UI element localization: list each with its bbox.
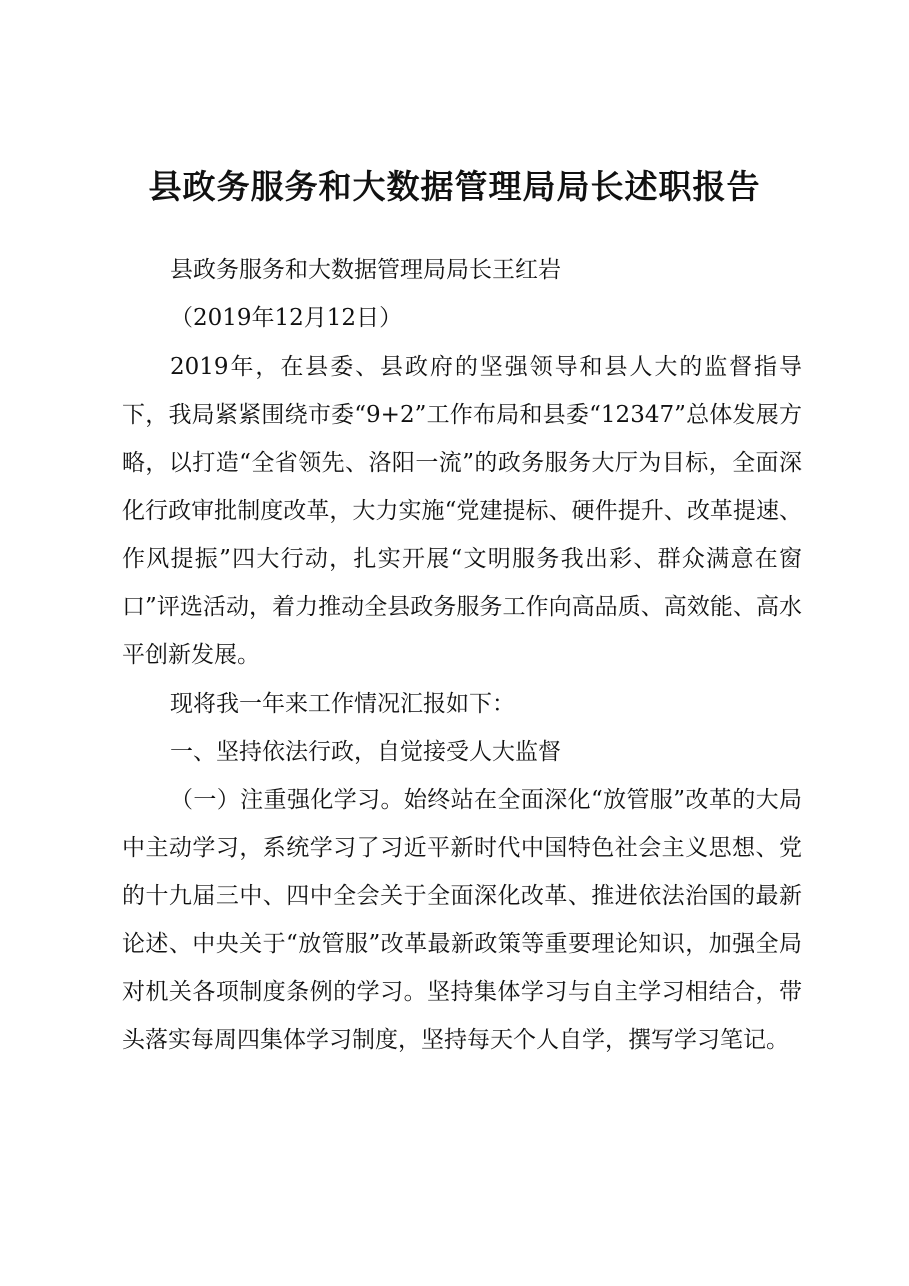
date-line: （2019年12月12日） xyxy=(170,305,403,331)
section-one-item-one-paragraph: （一）注重强化学习。始终站在全面深化“放管服”改革的大局中主动学习，系统学习了习近平新时代中国特色社会主义思想、党的十九届三中、四中全会关于全面深化改革、推进依法治国的最新论述、中央关于“放管服”改革最新政策等重要理论知识，加强全局对机关各项制度条例的学习。坚持集体学习与自主学习相结合，带头落实每周四集体学习制度，坚持每天个人自学，撰写学习笔记。 xyxy=(122,787,802,1053)
section-one-heading: 一、坚持依法行政，自觉接受人大监督 xyxy=(170,739,561,765)
intro-paragraph: 2019年，在县委、县政府的坚强领导和县人大的监督指导下，我局紧紧围绕市委“9+2”工作布局和县委“12347”总体发展方略，以打造“全省领先、洛阳一流”的政务服务大厅为目标，全面深化行政审批制度改革，大力实施“党建提标、硬件提升、改革提速、作风提振”四大行动，扎实开展“文明服务我出彩、群众满意在窗口”评选活动，着力推动全县政务服务工作向高品质、高效能、高水平创新发展。 xyxy=(122,354,802,668)
author-line: 县政务服务和大数据管理局局长王红岩 xyxy=(170,257,561,283)
report-lead-paragraph: 现将我一年来工作情况汇报如下： xyxy=(170,691,515,717)
document-title: 县政务服务和大数据管理局局长述职报告 xyxy=(148,167,761,206)
